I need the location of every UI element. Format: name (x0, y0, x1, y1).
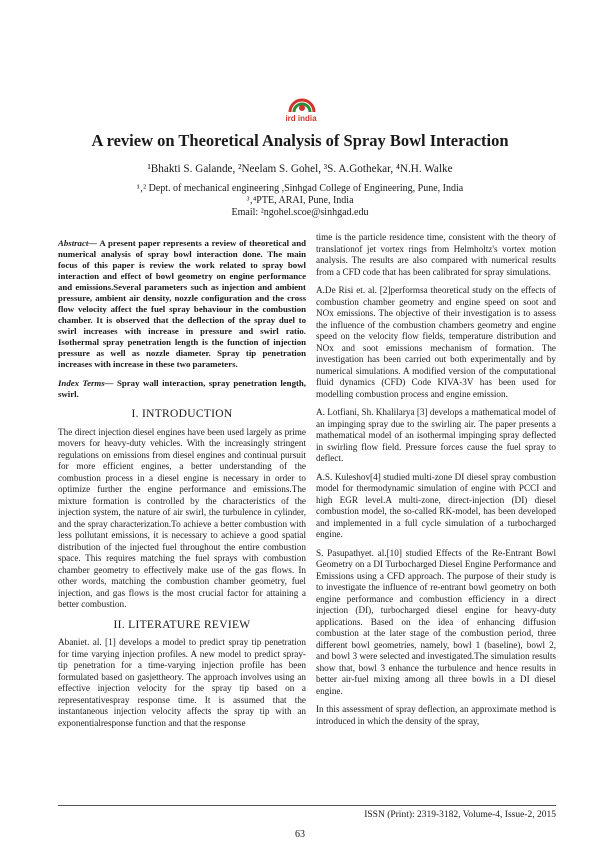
issn-footer: ISSN (Print): 2319-3182, Volume-4, Issue-2, 2015 (364, 810, 556, 820)
abstract (58, 238, 306, 370)
footer-rule (58, 805, 556, 806)
index-terms (58, 378, 306, 400)
index-terms-text: Spray wall interaction, spray penetration length, swirl. (58, 378, 306, 399)
body-paragraph: A.S. Kuleshov[4] studied multi-zone DI diesel spray combustion model for thermodynamic simulation of engine with PCCI and high EGR level.A multi-zone, direct-injection (DI) diesel combustion model, the so-called RK-model, has been developed and implemented in a full cycle simulation of a turbocharged engine. (316, 471, 556, 539)
index-terms-lead: Index Terms— (58, 378, 114, 388)
section-heading-introduction: I. INTRODUCTION (131, 408, 233, 420)
abstract-text: A present paper represents a review of theoretical and numerical analysis of spray bowl interaction done. The main focus of this paper is review the work related to spray bowl interaction and effect of bowl geometry on engine performance and emissions.Several parameters such as injection and ambient pressure, ambient air density, nozzle configuration and the cross flow velocity affect the fuel spray behaviour in the combustion chamber. It is observed that the deflection of the spray duel to swirl increases with increase in pressure and swirl ratio. Isothermal spray penetration length is the function of injection pressure as well as nozzle diameter. Spray tip penetration increases with increase in these two parameters. (58, 238, 306, 369)
abstract-lead: Abstract— (58, 238, 98, 248)
introduction-paragraph: The direct injection diesel engines have been used largely as prime movers for heavy-duty vehicles. With the increasingly stringent regulations on emissions from diesel engines and continual pursuit for more efficient engines, a better understanding of the combustion process in a diesel engine is necessary in order to optimize further the engine performance and emissions.The mixture formation is controlled by the characteristics of the injection system, the nature of air swirl, the turbulence in cylinder, and the spray characterization.To achieve a better combustion with less pollutant emissions, it is necessary to achieve a good spatial distribution of the injected fuel throughout the entire combustion space. This requires matching the fuel sprays with combustion chamber geometry to effectively make use of the gas flows. In other words, matching the combustion chamber geometry, fuel injection, and gas flows is the most crucial factor for attaining a better combustion. (58, 426, 306, 609)
author-list: ¹Bhakti S. Galande, ²Neelam S. Gohel, ³S. A.Gothekar, ⁴N.H. Walke (147, 163, 453, 175)
email-line: Email: ²ngohel.scoe@sinhgad.edu (231, 207, 369, 218)
affiliation-line: ¹‚² Dept. of mechanical engineering ,Sinhgad College of Engineering, Pune, India (136, 183, 464, 194)
section-heading-literature-review: II. LITERATURE REVIEW (113, 618, 251, 631)
body-paragraph: In this assessment of spray deflection, an approximate method is introduced in which the density of the spray, (316, 704, 556, 726)
body-paragraph: S. Pasupathyet. al.[10] studied Effects of the Re-Entrant Bowl Geometry on a DI Turbocharged Diesel Engine Performance and Emissions using a CFD approach. The purpose of their study is to investigate the influence of re-entrant bowl geometry on both engine performance and combustion efficiency in a direct injection (DI), turbocharged diesel engine for heavy-duty applications. Based on the idea of enhancing diffusion combustion at the later stage of the combustion period, three different bowl geometries, namely, bowl 1 (baseline), bowl 2, and bowl 3 were selected and investigated.The simulation results show that, bowl 3 enhance the turbulence and hence results in better air-fuel mixing among all three bowls in a DI diesel engine. (316, 547, 556, 696)
affiliations (40, 183, 560, 219)
body-paragraph: A. Lotfiani, Sh. Khalilarya [3] develops a mathematical model of an impinging spray due to the swirling air. The paper presents a mathematical model of an isothermal impinging spray deflected in swirling flow field. Pressure forces cause the fuel spray to deflect. (316, 407, 556, 463)
left-column (58, 238, 306, 736)
page-number: 63 (295, 829, 305, 840)
right-column (316, 232, 556, 734)
body-paragraph: A.De Risi et. al. [2]performsa theoretical study on the effects of combustion chamber geometry and engine speed on soot and NOx emissions. The objective of their investigation is to assess the influence of the combustion chambers geometry and engine speed on the velocity flow fields, temperature distribution and NOx and soot emissions mechanism of formation. The investigation has been carried out both experimentally and by numerical simulations. A modified version of the computational fluid dynamics (CFD) Code KIVA-3V has been used for modelling combustion process and engine emission. (316, 285, 556, 399)
body-paragraph: time is the particle residence time, consistent with the theory of translationof jet vortex rings from Helmholtz's vortex motion analysis. The results are also compared with numerical results from a CFD code that has been calibrated for spray simulations. (316, 232, 556, 277)
affiliation-line: ³‚⁴PTE, ARAI, Pune, India (246, 195, 354, 206)
literature-paragraph: Abaniet. al. [1] develops a model to predict spray tip penetration for time varying injection profiles. A new model to predict spray-tip penetration for a time-varying injection profile has been formulated based on gasjettheory. The approach involves using an effective injection velocity for the spray tip based on a representativespray response time. It is assumed that the instantaneous injection velocity affects the spray tip with an exponentialresponse function and that the response (58, 637, 306, 728)
logo-text: ird india (285, 114, 317, 123)
paper-title: A review on Theoretical Analysis of Spray Bowl Interaction (91, 131, 509, 150)
